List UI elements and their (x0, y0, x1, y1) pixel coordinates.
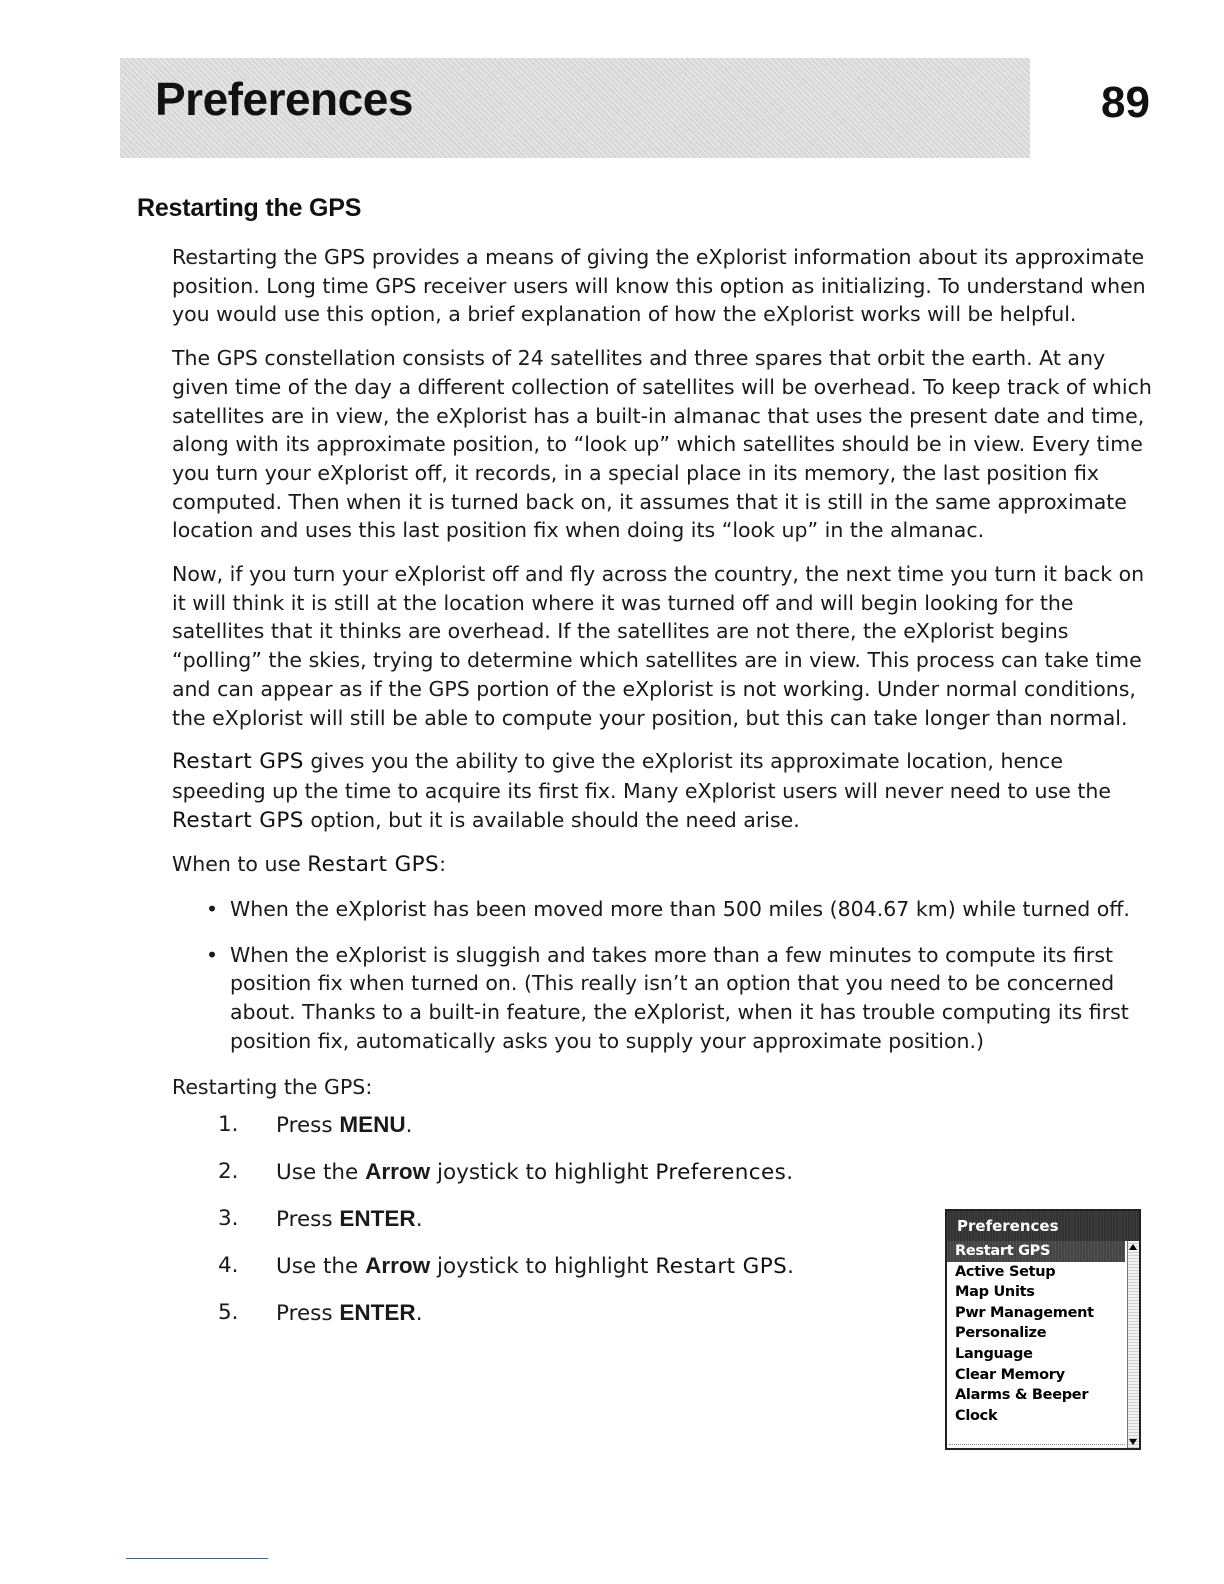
list-item (206, 941, 1157, 1056)
device-menu-item-restart-gps[interactable]: Restart GPS (947, 1241, 1125, 1262)
step-post: joystick to highlight (430, 1254, 656, 1280)
device-menu-list (947, 1241, 1139, 1426)
device-menu-item-clear-memory[interactable]: Clear Memory (955, 1366, 1065, 1383)
bullet-list (206, 895, 1157, 1056)
step-post: . (415, 1301, 423, 1327)
step-pre: Press (276, 1301, 340, 1327)
paragraph: Restarting the GPS provides a means of giving the eXplorist information about its approximate position. Long time GPS receiver users will know this option as initializing. To understand when you would use this option, a brief explanation of how the eXplorist works will be helpful. (172, 245, 1146, 327)
page-number: 89 (1101, 78, 1150, 127)
step-key: MENU (339, 1112, 406, 1138)
step-text (276, 1158, 793, 1188)
section-heading: Restarting the GPS (137, 194, 362, 222)
paragraph-text: option, but it is available should the need arise. (303, 807, 800, 832)
steps-intro: Restarting the GPS: (172, 1074, 373, 1099)
when-to-use-colon: : (439, 852, 447, 877)
step-key: Arrow (365, 1253, 431, 1279)
step-text (276, 1205, 423, 1235)
step-item (172, 1158, 1157, 1205)
device-menu-item-language[interactable]: Language (955, 1345, 1033, 1362)
ui-term: Restart GPS (172, 807, 304, 833)
device-divider (949, 1444, 1125, 1445)
when-to-use (172, 850, 1157, 880)
device-menu-item-personalize[interactable]: Personalize (955, 1325, 1047, 1342)
step-key: Arrow (365, 1159, 431, 1185)
device-menu-item-clock[interactable]: Clock (955, 1407, 998, 1424)
bullet-icon: • (206, 942, 219, 967)
device-menu-screenshot (945, 1209, 1141, 1450)
body-text (172, 243, 1157, 1346)
scroll-down-arrow-icon[interactable] (1129, 1439, 1137, 1445)
step-number: 2. (218, 1159, 239, 1185)
when-to-use-lead: When to use (172, 852, 308, 877)
scroll-up-arrow-icon[interactable] (1129, 1244, 1137, 1250)
step-number: 3. (218, 1206, 239, 1232)
device-menu-item-map-units[interactable]: Map Units (955, 1284, 1035, 1301)
list-item-text: When the eXplorist has been moved more than 500 miles (804.67 km) while turned off. (230, 897, 1130, 922)
step-text (276, 1111, 413, 1141)
step-end: . (787, 1254, 794, 1280)
restart-paragraph (172, 747, 1157, 835)
bullet-icon: • (206, 897, 219, 922)
step-number: 1. (218, 1112, 239, 1138)
step-post: . (405, 1113, 413, 1139)
footer-rule (126, 1558, 268, 1559)
step-end: . (786, 1160, 794, 1186)
step-pre: Press (276, 1207, 340, 1233)
device-scrollbar[interactable] (1127, 1241, 1139, 1448)
device-menu-item-alarms-beeper[interactable]: Alarms & Beeper (955, 1387, 1089, 1404)
paragraph: Now, if you turn your eXplorist off and fly across the country, the next time you turn it back on it will think it is still at the location where it was turned off and will begin looking for the satellites that it thinks are overhead. If the satellites are not there, the eXplorist begins “polling” the skies, trying to determine which satellites are in view. This process can take time and can appear as if the GPS portion of the eXplorist is not working. Under normal conditions, the eXplorist will still be able to compute your position, but this can take longer than normal. (172, 562, 1145, 730)
step-pre: Press (276, 1113, 340, 1139)
ui-term: Preferences (655, 1160, 787, 1186)
paragraph: The GPS constellation consists of 24 satellites and three spares that orbit the earth. At any given time of the day a different collection of satellites will be overhead. To keep track of which satellites are in view, the eXplorist has a built-in almanac that uses the present date and time, along with its approximate position, to “look up” which satellites should be in view. Every time you turn your eXplorist off, it records, in a special place in its memory, the last position fix computed. Then when it is turned back on, it assumes that it is still in the same approximate location and uses this last position fix when doing its “look up” in the almanac. (172, 346, 1152, 543)
step-text (276, 1299, 423, 1329)
step-key: ENTER (339, 1300, 416, 1326)
step-post: . (415, 1207, 423, 1233)
device-menu-item-active-setup[interactable]: Active Setup (955, 1263, 1056, 1280)
list-item-text: When the eXplorist is sluggish and takes more than a few minutes to compute its first position fix when turned on. (This really isn’t an option that you need to be concerned about. Thanks to a built-in feature, the eXplorist, when it has trouble computing its first position fix, automatically asks you to supply your approximate position.) (230, 942, 1129, 1053)
step-pre: Use the (276, 1160, 366, 1186)
device-menu-item-pwr-management[interactable]: Pwr Management (955, 1304, 1094, 1321)
paragraph-text: gives you the ability to give the eXplorist its approximate location, hence speeding up the time to acquire its first fix. Many eXplorist users will never need to use the (172, 749, 1111, 803)
chapter-title: Preferences (155, 73, 413, 125)
step-text (276, 1252, 794, 1282)
step-pre: Use the (276, 1254, 366, 1280)
step-number: 5. (218, 1300, 239, 1326)
step-key: ENTER (339, 1206, 416, 1232)
ui-term: Restart GPS (655, 1254, 788, 1280)
ui-term: Restart GPS (307, 852, 440, 878)
list-item (206, 895, 1157, 924)
ui-term: Restart GPS (172, 749, 304, 775)
step-post: joystick to highlight (430, 1160, 656, 1186)
device-menu-title: Preferences (947, 1211, 1139, 1241)
step-number: 4. (218, 1253, 239, 1279)
step-item (172, 1111, 1157, 1158)
